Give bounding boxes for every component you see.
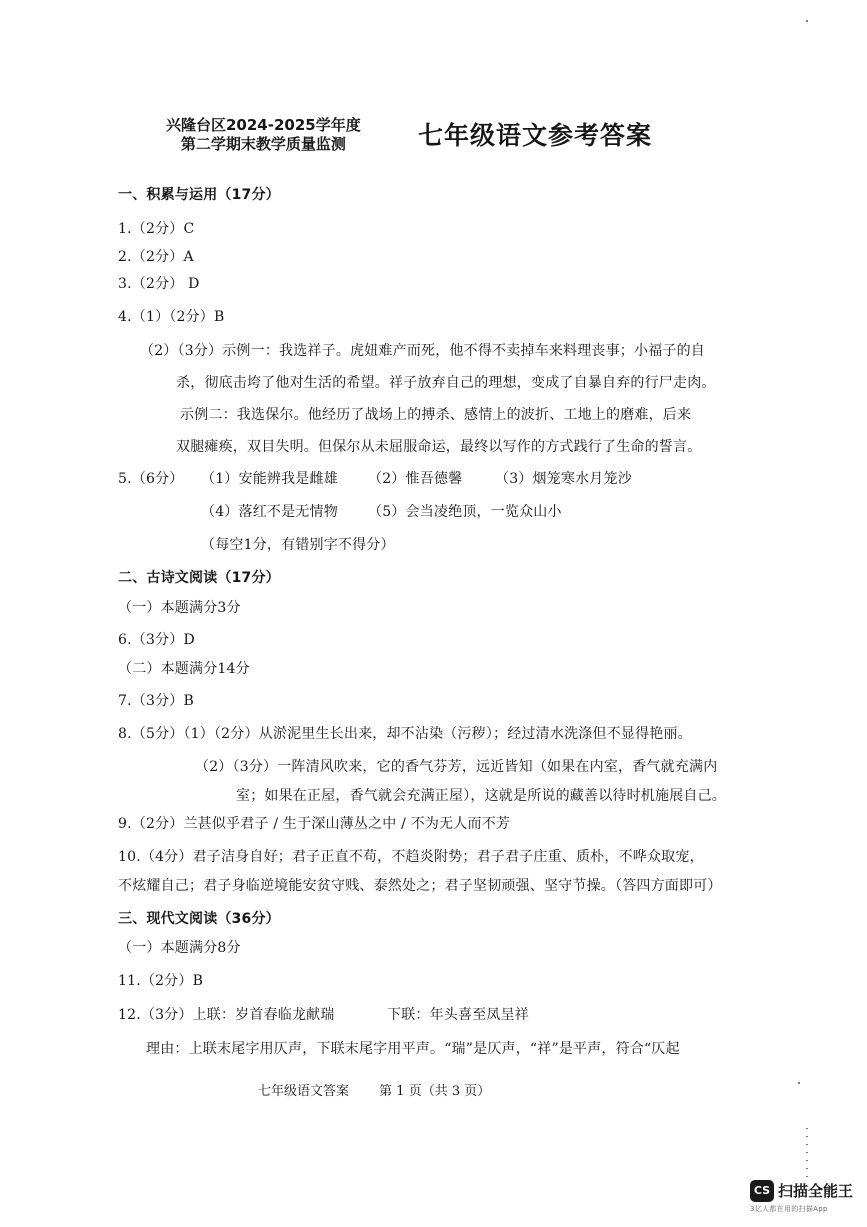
exam-header-line2: 第二学期末教学质量监测 [180,135,346,153]
answer-11: 11.（2分）B [118,973,204,989]
answer-8-1: 8.（5分）（1）（2分）从淤泥里生长出来，却不沾染（污秽）；经过清水洗涤但不显得艳丽。 [118,726,692,742]
answer-9: 9.（2分）兰甚似乎君子 / 生于深山薄丛之中 / 不为无人而不芳 [118,816,511,832]
section-heading-3: 三、现代文阅读（36分） [118,911,280,927]
answer-4-2-line3: 示例二：我选保尔。他经历了战场上的搏杀、感情上的波折、工地上的磨难，后来 [180,407,692,423]
section-heading-1: 一、积累与运用（17分） [118,187,280,203]
answer-5-4: （4）落红不是无情物 [201,504,338,520]
answer-12-upper: 12.（3分）上联：岁首春临龙献瑞 [118,1007,335,1023]
watermark-name: 扫描全能王 [778,1182,854,1200]
answer-5-3: （3）烟笼寒水月笼沙 [495,471,632,487]
answer-4-2-line2: 杀，彻底击垮了他对生活的希望。祥子放弃自己的理想，变成了自暴自弃的行尸走肉。 [176,375,716,391]
answer-2: 2.（2分）A [118,249,194,265]
exam-header [166,116,361,154]
answer-3: 3.（2分） D [118,276,200,292]
answer-1: 1.（2分）C [118,221,195,237]
scan-speck [798,1082,800,1084]
answer-8-2-line2: 室；如果在正屋，香气就会充满正屋），这就是所说的藏善以待时机施展自己。 [236,788,726,804]
answer-12-reason: 理由：上联末尾字用仄声，下联末尾字用平声。“瑞”是仄声，“祥”是平声，符合“仄起 [146,1041,680,1057]
answer-5-note: （每空1分，有错别字不得分） [201,537,395,553]
scanner-watermark [747,1177,862,1221]
answer-4-2-line1: （2）（3分）示例一：我选祥子。虎妞难产而死，他不得不卖掉车来料理丧事；小福子的自 [140,343,706,359]
answer-5-1: （1）安能辨我是雌雄 [201,471,338,487]
answer-5-label: 5.（6分） [118,471,184,487]
subsection-2-1: （一）本题满分3分 [118,600,241,616]
answer-10-line1: 10.（4分）君子洁身自好；君子正直不苟，不趋炎附势；君子君子庄重、质朴，不哗众取宠， [118,849,704,865]
answer-4-1: 4.（1）（2分）B [118,309,225,325]
scan-dotted-line [806,1128,808,1178]
footer-subject: 七年级语文答案 [258,1084,350,1099]
watermark-tagline: 3亿人都在用的扫描App [750,1205,828,1213]
answer-4-2-line4: 双腿瘫痪，双目失明。但保尔从未屈服命运，最终以写作的方式践行了生命的誓言。 [176,439,702,455]
answer-12-lower: 下联：年头喜至凤呈祥 [387,1007,529,1023]
section-heading-2: 二、古诗文阅读（17分） [118,570,280,586]
exam-header-line1: 兴隆台区2024-2025学年度 [166,116,361,134]
answer-10-line2: 不炫耀自己；君子身临逆境能安贫守贱、泰然处之；君子坚韧顽强、坚守节操。（答四方面即可） [118,878,722,894]
camscanner-logo-icon: CS [750,1180,774,1202]
subsection-2-2: （二）本题满分14分 [118,661,250,677]
page-footer [258,1084,516,1100]
answer-6: 6.（3分）D [118,632,195,648]
answer-8-2-line1: （2）（3分）一阵清风吹来，它的香气芬芳，远近皆知（如果在内室，香气就充满内 [195,759,718,775]
scan-speck [806,20,808,22]
subsection-3-1: （一）本题满分8分 [118,940,241,956]
answer-5-2: （2）惟吾德馨 [368,471,463,487]
answer-7: 7.（3分）B [118,693,194,709]
page-title: 七年级语文参考答案 [418,121,653,150]
answer-5-5: （5）会当凌绝顶，一览众山小 [368,504,562,520]
footer-page-number: 第 1 页（共 3 页） [379,1084,491,1099]
